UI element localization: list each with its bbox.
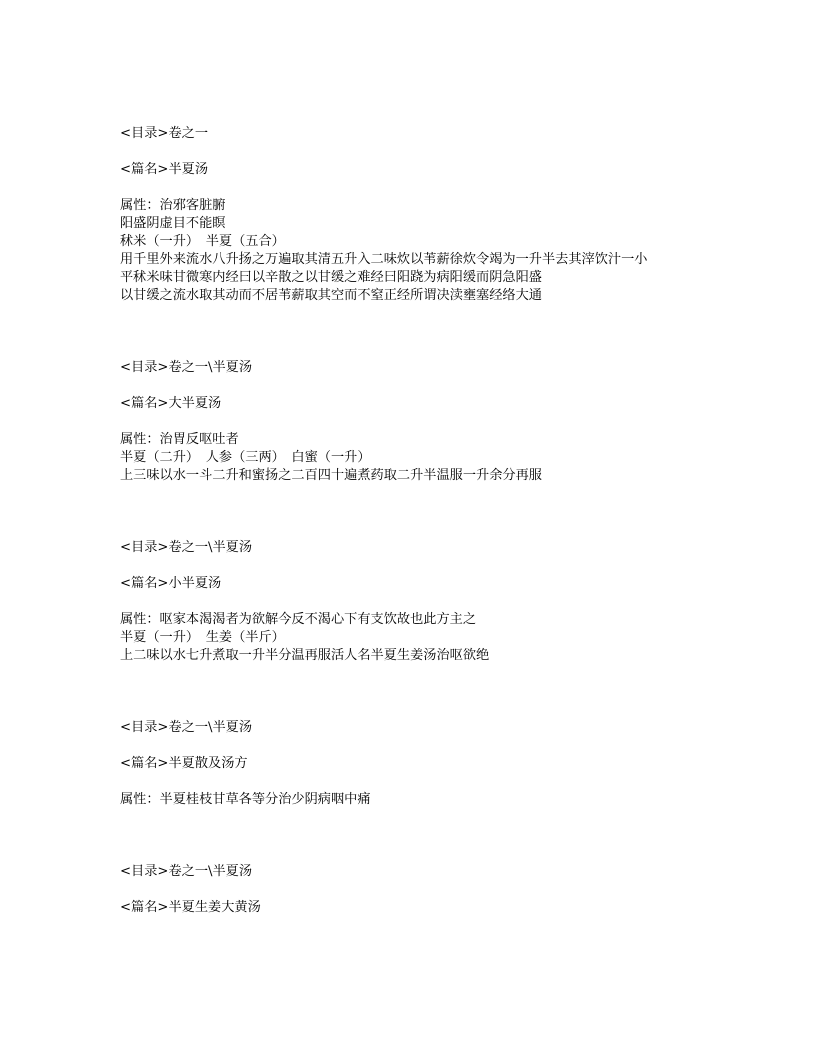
entry-section bbox=[120, 125, 680, 305]
catalog-heading: <目录>卷之一\半夏汤 bbox=[120, 864, 253, 879]
entry-text-line: 阳盛阴虚目不能瞑 bbox=[120, 216, 226, 231]
entry-section bbox=[120, 359, 680, 485]
entry-text-line: 上二味以水七升煮取一升半分温再服活人名半夏生姜汤治呕欲绝 bbox=[120, 648, 490, 663]
entry-title: <篇名>半夏散及汤方 bbox=[120, 756, 248, 771]
entry-section bbox=[120, 863, 680, 917]
catalog-heading: <目录>卷之一 bbox=[120, 126, 209, 141]
entry-ingredients: 半夏（一升） 生姜（半斤） bbox=[120, 630, 285, 645]
catalog-heading: <目录>卷之一\半夏汤 bbox=[120, 360, 253, 375]
entry-text-line: 平秫米味甘微寒内经曰以辛散之以甘缓之难经曰阳跷为病阳缓而阴急阳盛 bbox=[120, 270, 542, 285]
entry-ingredients: 半夏（二升） 人参（三两） 白蜜（一升） bbox=[120, 450, 371, 465]
entry-text-line: 以甘缓之流水取其动而不居苇薪取其空而不窒正经所谓决渎壅塞经络大通 bbox=[120, 288, 542, 303]
entry-title: <篇名>半夏生姜大黄汤 bbox=[120, 900, 261, 915]
entry-section bbox=[120, 539, 680, 665]
catalog-heading: <目录>卷之一\半夏汤 bbox=[120, 720, 253, 735]
entry-title: <篇名>大半夏汤 bbox=[120, 396, 222, 411]
entry-title: <篇名>半夏汤 bbox=[120, 162, 209, 177]
entry-text-line: 用千里外来流水八升扬之万遍取其清五升入二味炊以苇薪徐炊令竭为一升半去其滓饮汁一小 bbox=[120, 252, 648, 267]
entry-property: 属性：治胃反呕吐者 bbox=[120, 432, 239, 447]
entry-property: 属性：半夏桂枝甘草各等分治少阴病咽中痛 bbox=[120, 792, 371, 807]
document-page bbox=[120, 125, 680, 917]
entry-text-line: 上三味以水一斗二升和蜜扬之二百四十遍煮药取二升半温服一升余分再服 bbox=[120, 468, 542, 483]
entry-property: 属性：治邪客脏腑 bbox=[120, 198, 226, 213]
entry-section bbox=[120, 719, 680, 809]
entry-property: 属性：呕家本渴渴者为欲解今反不渴心下有支饮故也此方主之 bbox=[120, 612, 477, 627]
entry-ingredients: 秫米（一升） 半夏（五合） bbox=[120, 234, 285, 249]
catalog-heading: <目录>卷之一\半夏汤 bbox=[120, 540, 253, 555]
entry-title: <篇名>小半夏汤 bbox=[120, 576, 222, 591]
